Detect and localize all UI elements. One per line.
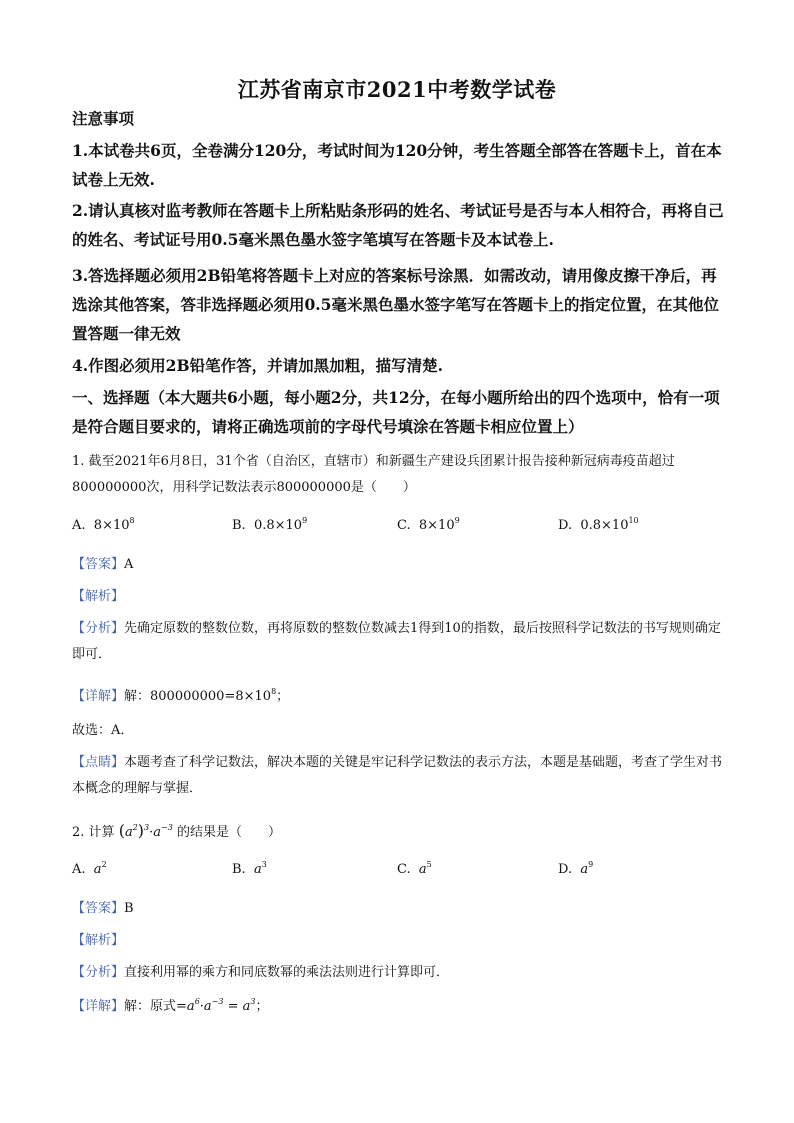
note-3: 3.答选择题必须用2B铅笔将答题卡上对应的答案标号涂黑．如需改动，请用像皮擦干净后，再选涂其他答案，答非选择题必须用0.5毫米黑色墨水签字笔写在答题卡上的指定位置，在其他位置答题一律无效: [72, 266, 719, 343]
section-heading: 一、选择题（本大题共6小题，每小题2分，共12分，在每小题所给出的四个选项中，恰有一项是符合题目要求的，请将正确选项前的字母代号填涂在答题卡相应位置上）: [72, 388, 720, 436]
q1-jiexi-tag: 【解析】: [72, 589, 125, 604]
q1-option-b: B. $0.8\times 10^9$: [232, 516, 308, 533]
detail-tag: 【详解】: [72, 689, 125, 704]
notes-heading: 注意事项: [72, 109, 135, 128]
answer-tag: 【答案】: [72, 557, 125, 572]
q2-answer-value: B: [124, 901, 134, 916]
q1-detail: 【详解】解：$800000000=8\times 10^8$；: [72, 687, 290, 704]
page-title: 江苏省南京市2021中考数学试卷: [237, 77, 557, 102]
note-4: 4.作图必须用2B铅笔作答，并请加黑加粗，描写清楚.: [72, 356, 443, 375]
q1-option-d: D. $0.8\times 10^{10}$: [558, 516, 639, 533]
q1-answer-value: A: [124, 557, 134, 572]
q1-choice: 故选：A．: [72, 723, 134, 738]
q2-answer: [72, 896, 724, 922]
q1-options: [72, 518, 724, 540]
q2-options: [72, 862, 724, 884]
q2-stem: 2. 计算 $(a^2)^3\cdot a^{-3}$ 的结果是（ ）: [72, 821, 281, 840]
q2-option-a: A. $a^2$: [72, 860, 107, 877]
q1-option-c: C. $8\times 10^9$: [397, 516, 460, 533]
detail-tag: 【详解】: [72, 999, 125, 1014]
q1-remark: 【点睛】本题考查了科学记数法，解决本题的关键是牢记科学记数法的表示方法，本题是基础题，考查了学生对书本概念的理解与掌握．: [72, 755, 723, 796]
q2-expression: $(a^2)^3\cdot a^{-3}$: [118, 821, 173, 840]
analysis-tag: 【分析】: [72, 965, 125, 980]
q1-option-a: A. $8\times 10^8$: [72, 516, 135, 533]
remark-tag: 【点睛】: [72, 755, 125, 770]
q2-option-b: B. $a^3$: [232, 860, 267, 877]
analysis-tag: 【分析】: [72, 621, 125, 636]
q1-stem: 1. 截至2021年6月8日，31个省（自治区，直辖市）和新疆生产建设兵团累计报告接种新冠病毒疫苗超过800000000次，用科学记数法表示800000000是（ ）: [72, 454, 675, 495]
q2-jiexi-tag: 【解析】: [72, 933, 125, 948]
q2-detail: 【详解】解：原式$=a^6\cdot a^{-3} = a^3$；: [72, 997, 269, 1014]
q2-analysis: 【分析】直接利用幂的乘方和同底数幂的乘法法则进行计算即可．: [72, 965, 450, 980]
q1-analysis: 【分析】先确定原数的整数位数，再将原数的整数位数减去1得到10的指数，最后按照科学记数法的书写规则确定即可．: [72, 621, 721, 662]
note-2: 2.请认真核对监考教师在答题卡上所粘贴条形码的姓名、考试证号是否与本人相符合，再将自己的姓名、考试证号用0.5毫米黑色墨水签字笔填写在答题卡及本试卷上.: [72, 201, 724, 249]
q1-answer: [72, 552, 724, 578]
note-1: 1.本试卷共6页，全卷满分120分，考试时间为120分钟，考生答题全部答在答题卡上，首在本试卷上无效.: [72, 141, 722, 189]
q2-option-c: C. $a^5$: [397, 860, 432, 877]
answer-tag: 【答案】: [72, 901, 125, 916]
q2-option-d: D. $a^9$: [558, 860, 594, 877]
